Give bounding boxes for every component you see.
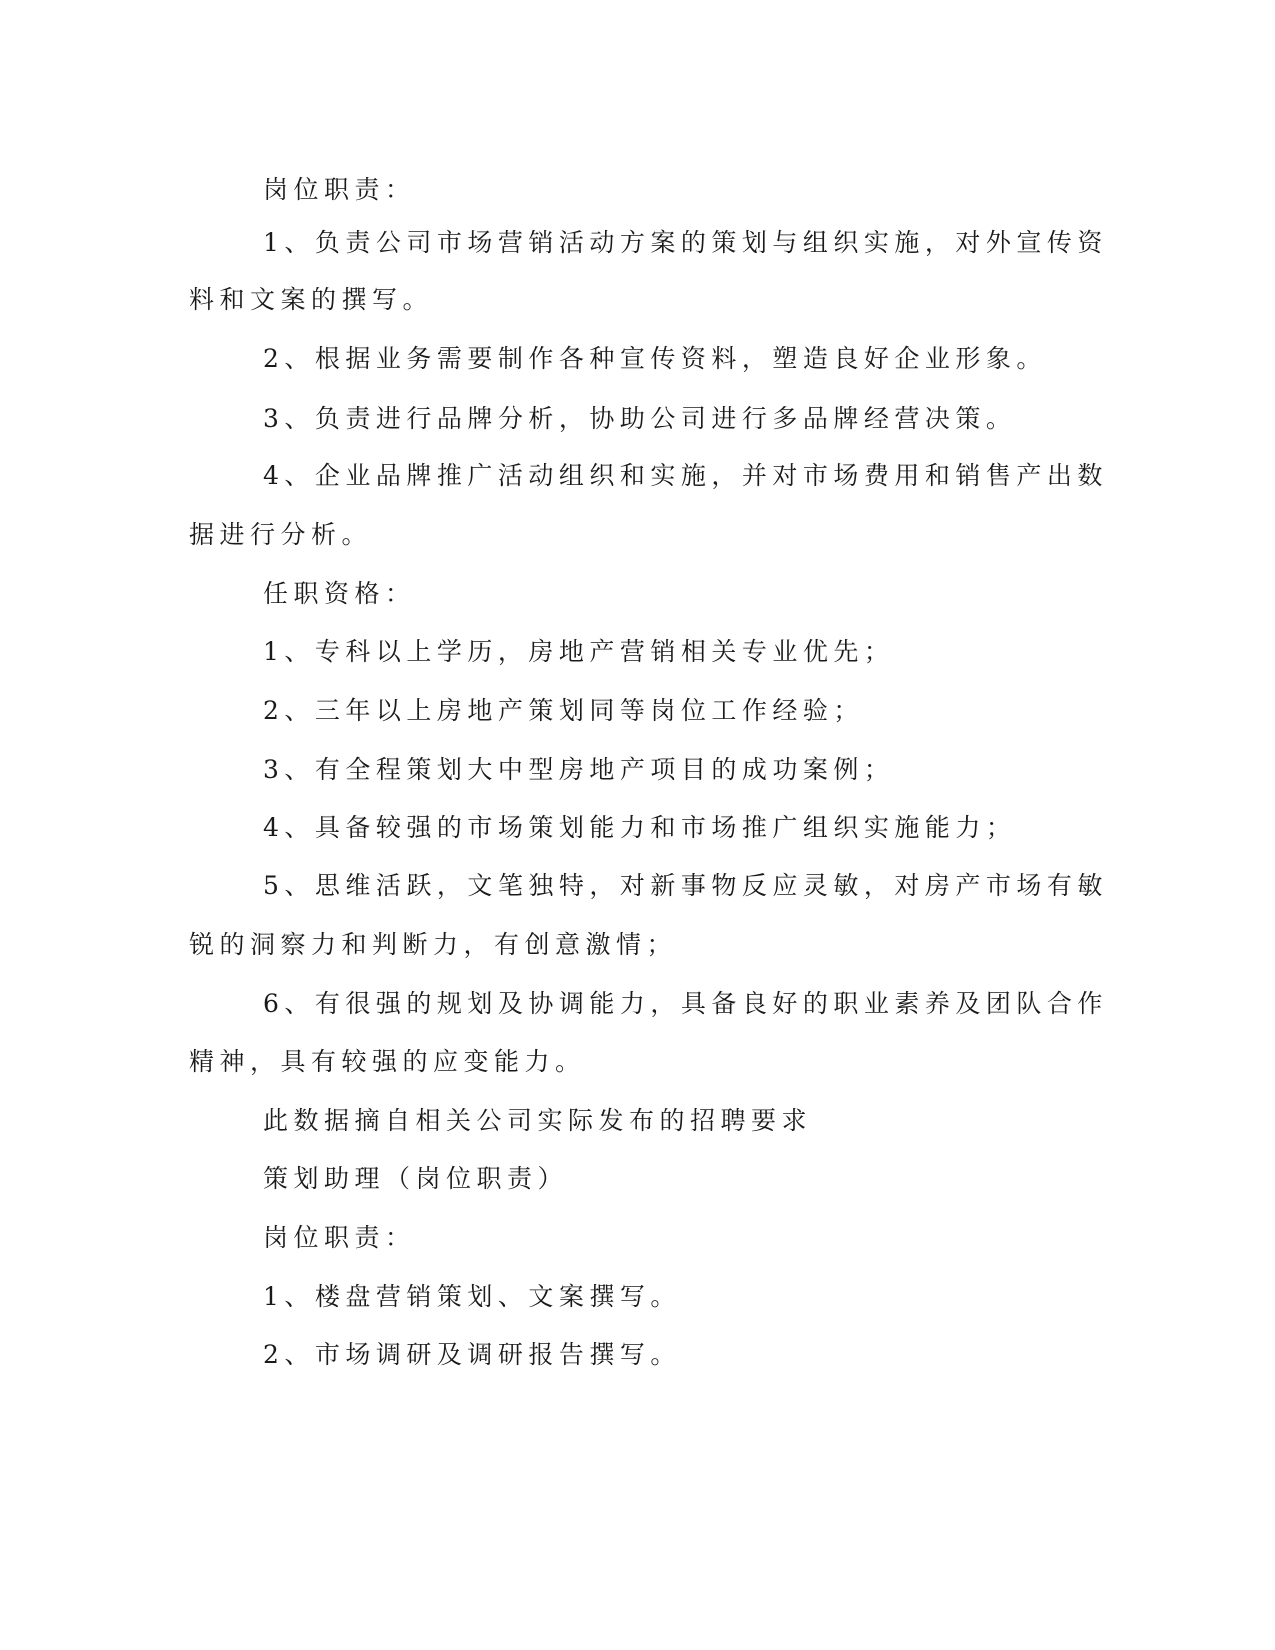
duty-item-1-continued: 料和文案的撰写。	[189, 285, 434, 314]
qualification-item-5-continued: 锐的洞察力和判断力，有创意激情；	[189, 930, 678, 959]
subsection-title-planning-assistant: 策划助理（岗位职责）	[263, 1164, 569, 1193]
duty-item-4-continued: 据进行分析。	[189, 520, 373, 549]
duty-item-1: 1、负责公司市场营销活动方案的策划与组织实施，对外宣传资	[263, 228, 1108, 257]
section-heading-qualifications: 任职资格：	[263, 579, 416, 608]
section-heading-duties: 岗位职责：	[263, 175, 416, 204]
qualification-item-2: 2、三年以上房地产策划同等岗位工作经验；	[263, 696, 864, 725]
duty-item-2: 2、根据业务需要制作各种宣传资料，塑造良好企业形象。	[263, 344, 1047, 373]
assistant-duty-item-2: 2、市场调研及调研报告撰写。	[263, 1340, 681, 1369]
duty-item-3: 3、负责进行品牌分析，协助公司进行多品牌经营决策。	[263, 404, 1017, 433]
qualification-item-4: 4、具备较强的市场策划能力和市场推广组织实施能力；	[263, 813, 1017, 842]
section-heading-duties-2: 岗位职责：	[263, 1223, 416, 1252]
qualification-item-5: 5、思维活跃，文笔独特，对新事物反应灵敏，对房产市场有敏	[263, 871, 1108, 900]
qualification-item-6: 6、有很强的规划及协调能力，具备良好的职业素养及团队合作	[263, 989, 1108, 1018]
qualification-item-6-continued: 精神，具有较强的应变能力。	[189, 1047, 586, 1076]
qualification-item-3: 3、有全程策划大中型房地产项目的成功案例；	[263, 755, 895, 784]
qualification-item-1: 1、专科以上学历，房地产营销相关专业优先；	[263, 637, 895, 666]
assistant-duty-item-1: 1、楼盘营销策划、文案撰写。	[263, 1282, 681, 1311]
duty-item-4: 4、企业品牌推广活动组织和实施，并对市场费用和销售产出数	[263, 461, 1108, 490]
source-note: 此数据摘自相关公司实际发布的招聘要求	[263, 1106, 813, 1135]
